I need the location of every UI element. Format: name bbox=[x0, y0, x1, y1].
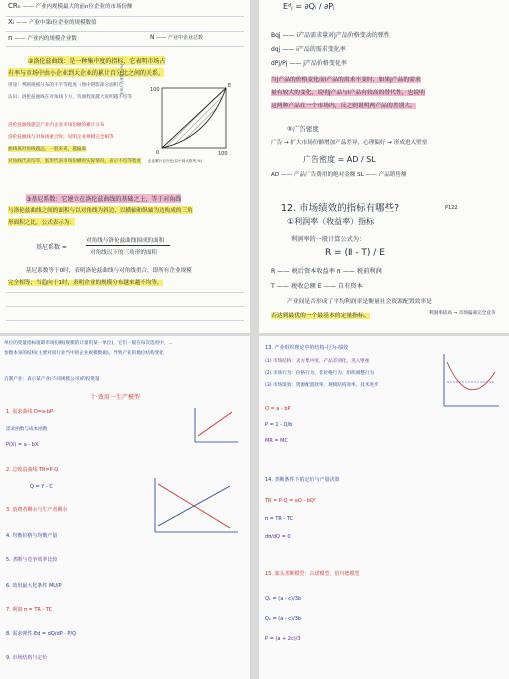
cross-elasticity-formula: Eᵈⱼ = ∂Qᵢ / ∂Pⱼ bbox=[283, 2, 335, 11]
chart-origin: 0 bbox=[156, 150, 160, 156]
ad-density-formula: 广告密度 = AD / SL bbox=[303, 155, 376, 164]
bl-item-12: 9. 市场结构与定价 bbox=[6, 655, 48, 661]
notes-page-top-left bbox=[0, 0, 250, 333]
bl-item-6: 3. 消费者剩余与生产者剩余 bbox=[6, 507, 68, 513]
chart-y-tick: 100 bbox=[150, 87, 160, 93]
br-item-10: dπ/dQ = 0 bbox=[265, 534, 291, 540]
def-xi: Xᵢ —— 产业中第i位企业的规模数值 bbox=[8, 18, 97, 26]
br-cost-graph bbox=[439, 352, 501, 410]
cross-line-1: 当j产品的价格变化而i产品的需求不变时，如果j产品的需求 bbox=[271, 77, 421, 83]
bl-item-5: Q = Y - C bbox=[30, 484, 53, 490]
bl-item-8: 5. 垄断与竞争效率比较 bbox=[6, 557, 58, 563]
chart-x-tick: 100 bbox=[218, 151, 228, 157]
br-item-9: π = TR - TC bbox=[265, 516, 294, 522]
ad-density-heading: ⑤广告密度 bbox=[287, 125, 319, 133]
lorenz-note-1: 用途：判断规模分布的不平等程度（图中阴影部分面积） bbox=[8, 83, 123, 88]
def-bqj: Bqj —— i产品需求量对j产品价格变动的弹性 bbox=[271, 32, 390, 39]
notes-page-bottom-right bbox=[259, 336, 509, 679]
gini-numerator: 对角线与洛伦兹曲线围成的面积 bbox=[86, 238, 165, 244]
notes-page-bottom-left bbox=[0, 336, 250, 679]
br-item-6: MR = MC bbox=[265, 438, 288, 444]
bl-header-3: 自制产业：表示某产业(不同规模公司)的投资量 bbox=[4, 377, 100, 382]
performance-line-2: 否达到最优的一个最基本的定量指标。 bbox=[271, 313, 370, 319]
performance-side-note: 利润率较高 → 市场偏离完全竞争 bbox=[429, 311, 496, 316]
performance-line-1: 产业间是否形成了平均利润率是衡量社会资源配置效率是 bbox=[287, 299, 432, 305]
br-item-8: TR = P·Q = aQ - bQ² bbox=[265, 498, 316, 504]
bl-item-9: 6. 效用最大化条件 MU/P bbox=[6, 583, 62, 589]
bl-item-10: 7. 利润 π = TR - TC bbox=[6, 607, 53, 613]
br-item-7: 14. 垄断条件下的定价与产量决策 bbox=[265, 477, 340, 483]
lorenz-note-end: 对角线代表均等，弧形代表市场份额的实际情况，表示不均等程度 bbox=[8, 159, 142, 164]
def-n: n —— 产业内的规模企业数 bbox=[8, 34, 77, 42]
br-item-13: Q₂ = (a - c)/3b bbox=[265, 616, 302, 622]
bl-item-7: 4. 均衡价格与均衡产量 bbox=[6, 533, 58, 539]
ad-density-defs: AD —— 产品广告费用的绝对金额 SL —— 产品销售额 bbox=[271, 172, 407, 178]
br-item-3: (3) 市场绩效：资源配置效率、规模结构效率、技术进步 bbox=[265, 383, 379, 388]
cross-line-3: 这两种产品在一个市场内，反之则说明两产品的差别大。 bbox=[271, 103, 416, 109]
notes-page-top-right bbox=[259, 0, 509, 333]
bl-header-1: 单位的变量指标值即市场份额(规模的计量用某一单位)，它们一般在每次选用中，... bbox=[4, 341, 173, 346]
bl-header-2: 参数本身的结构(主要对同行业当中的企业规模数据)，导致产业的地位结构变化 bbox=[4, 351, 164, 356]
bl-item-3: P(X) = a - bX bbox=[6, 442, 39, 448]
lorenz-note-4: 洛伦兹曲线与对角线重合时，说明企业规模完全相等 bbox=[8, 135, 114, 140]
gini-line-5: 完全相等；当趋向于1时，表明企业的规模分布越来越不均等。 bbox=[8, 280, 163, 286]
gini-line-3: 形面积之比。公式表示为： bbox=[8, 220, 76, 226]
lorenz-line-2: 有率与市场中由小企业到大企业的累计百分比之间的关系。 bbox=[8, 70, 165, 77]
def-dpj: dPj/Pj —— j产品价格变化率 bbox=[271, 60, 347, 67]
gini-label: 基尼系数 = bbox=[36, 244, 67, 251]
br-item-14: P = (a + 2c)/3 bbox=[265, 636, 301, 642]
def-dqj: dqj —— i产品的需求变化率 bbox=[271, 46, 346, 53]
lorenz-note-5: 曲线离对角线越远，一般来说，越偏离 bbox=[8, 147, 87, 152]
cross-line-2: 量有较大的变化，说明j产品与i产品有较高的替代性，也说明 bbox=[271, 90, 425, 96]
chart-point-e: E bbox=[228, 83, 232, 89]
gini-fraction-bar bbox=[86, 245, 170, 246]
br-item-11: 15. 寡头垄断模型：古诺模型、伯川德模型 bbox=[265, 571, 360, 577]
bl-section-title: 十·效用一生产模型 bbox=[90, 394, 140, 401]
profit-rate-defs-1: R —— 税后资本收益率 π —— 税前利润 bbox=[271, 268, 382, 275]
br-item-4: Q = a - bP bbox=[265, 406, 291, 412]
performance-page-ref: P122 bbox=[445, 205, 458, 211]
def-crn: CRₙ —— 产业内规模最大的前n位企业的市场份额 bbox=[8, 2, 133, 10]
chart-y-label: 市场占有率累计(%) bbox=[120, 63, 124, 95]
br-item-1: (1) 市场结构：卖方集中度、产品差别化、进入壁垒 bbox=[265, 359, 370, 364]
profit-rate-formula: R = (Ⅱ - T) / E bbox=[325, 248, 385, 258]
bl-item-4: 2. 总收益曲线 TR=P·Q bbox=[6, 467, 59, 473]
def-N: N —— 产业中企业总数 bbox=[150, 34, 204, 41]
ad-density-line: 广告 → 扩大市场份额增加产品差异，心理偏好 → 形成进入壁垒 bbox=[271, 140, 428, 146]
br-item-5: P = 1 - Q/b bbox=[265, 422, 293, 428]
bl-item-2: 需求函数与成本函数 bbox=[6, 427, 48, 432]
profit-rate-intro: 利润率的一般计算公式为： bbox=[291, 236, 366, 243]
lorenz-heading: ②洛伦兹曲线：是一种集中度的指标，它表明市场占 bbox=[28, 58, 166, 65]
profit-rate-defs-2: T —— 税收总额 E —— 自有资本 bbox=[271, 283, 363, 290]
gini-heading: ③基尼系数：它建立在洛伦兹曲线的基础之上，等于对角线 bbox=[26, 196, 182, 203]
bl-demand-graph bbox=[190, 406, 240, 446]
chart-x-label: 企业累计百分比(以小到大排列,%) bbox=[148, 159, 203, 163]
lorenz-curve-chart bbox=[148, 80, 244, 164]
lorenz-note-2: 认识：洛伦兹曲线在对角线下方，弯曲程度越大说明越不均等 bbox=[8, 95, 133, 100]
br-item-2: (2) 市场行为：价格行为、非价格行为、组织调整行为 bbox=[265, 371, 375, 376]
bl-item-11: 8. 需求弹性 Ed = dQ/dP · P/Q bbox=[6, 631, 77, 637]
performance-heading: 12. 市场绩效的指标有哪些? bbox=[281, 203, 400, 214]
lorenz-note-3: 洛伦兹曲线就是产业内企业市场份额的累计分布 bbox=[8, 123, 105, 128]
br-item-12: Q₁ = (a - c)/3b bbox=[265, 596, 302, 602]
gini-line-4: 基尼系数等于0时，表明洛伦兹曲线与对角线重合，即所有企业规模 bbox=[26, 268, 192, 274]
br-header: 13. 产业组织理论中的结构-行为-绩效 bbox=[265, 345, 349, 351]
gini-denominator: 对角线以下的三角形的面积 bbox=[90, 250, 158, 256]
bl-welfare-graph bbox=[150, 476, 240, 536]
profit-rate-subheading: ①利润率（收益率）指标 bbox=[287, 217, 375, 226]
gini-line-2: 与洛伦兹曲线之间的面积与以对角线为斜边、以横轴和纵轴为边构成的三角 bbox=[8, 208, 193, 214]
bl-item-1: 1. 需求曲线 D=a-bP bbox=[6, 409, 54, 415]
